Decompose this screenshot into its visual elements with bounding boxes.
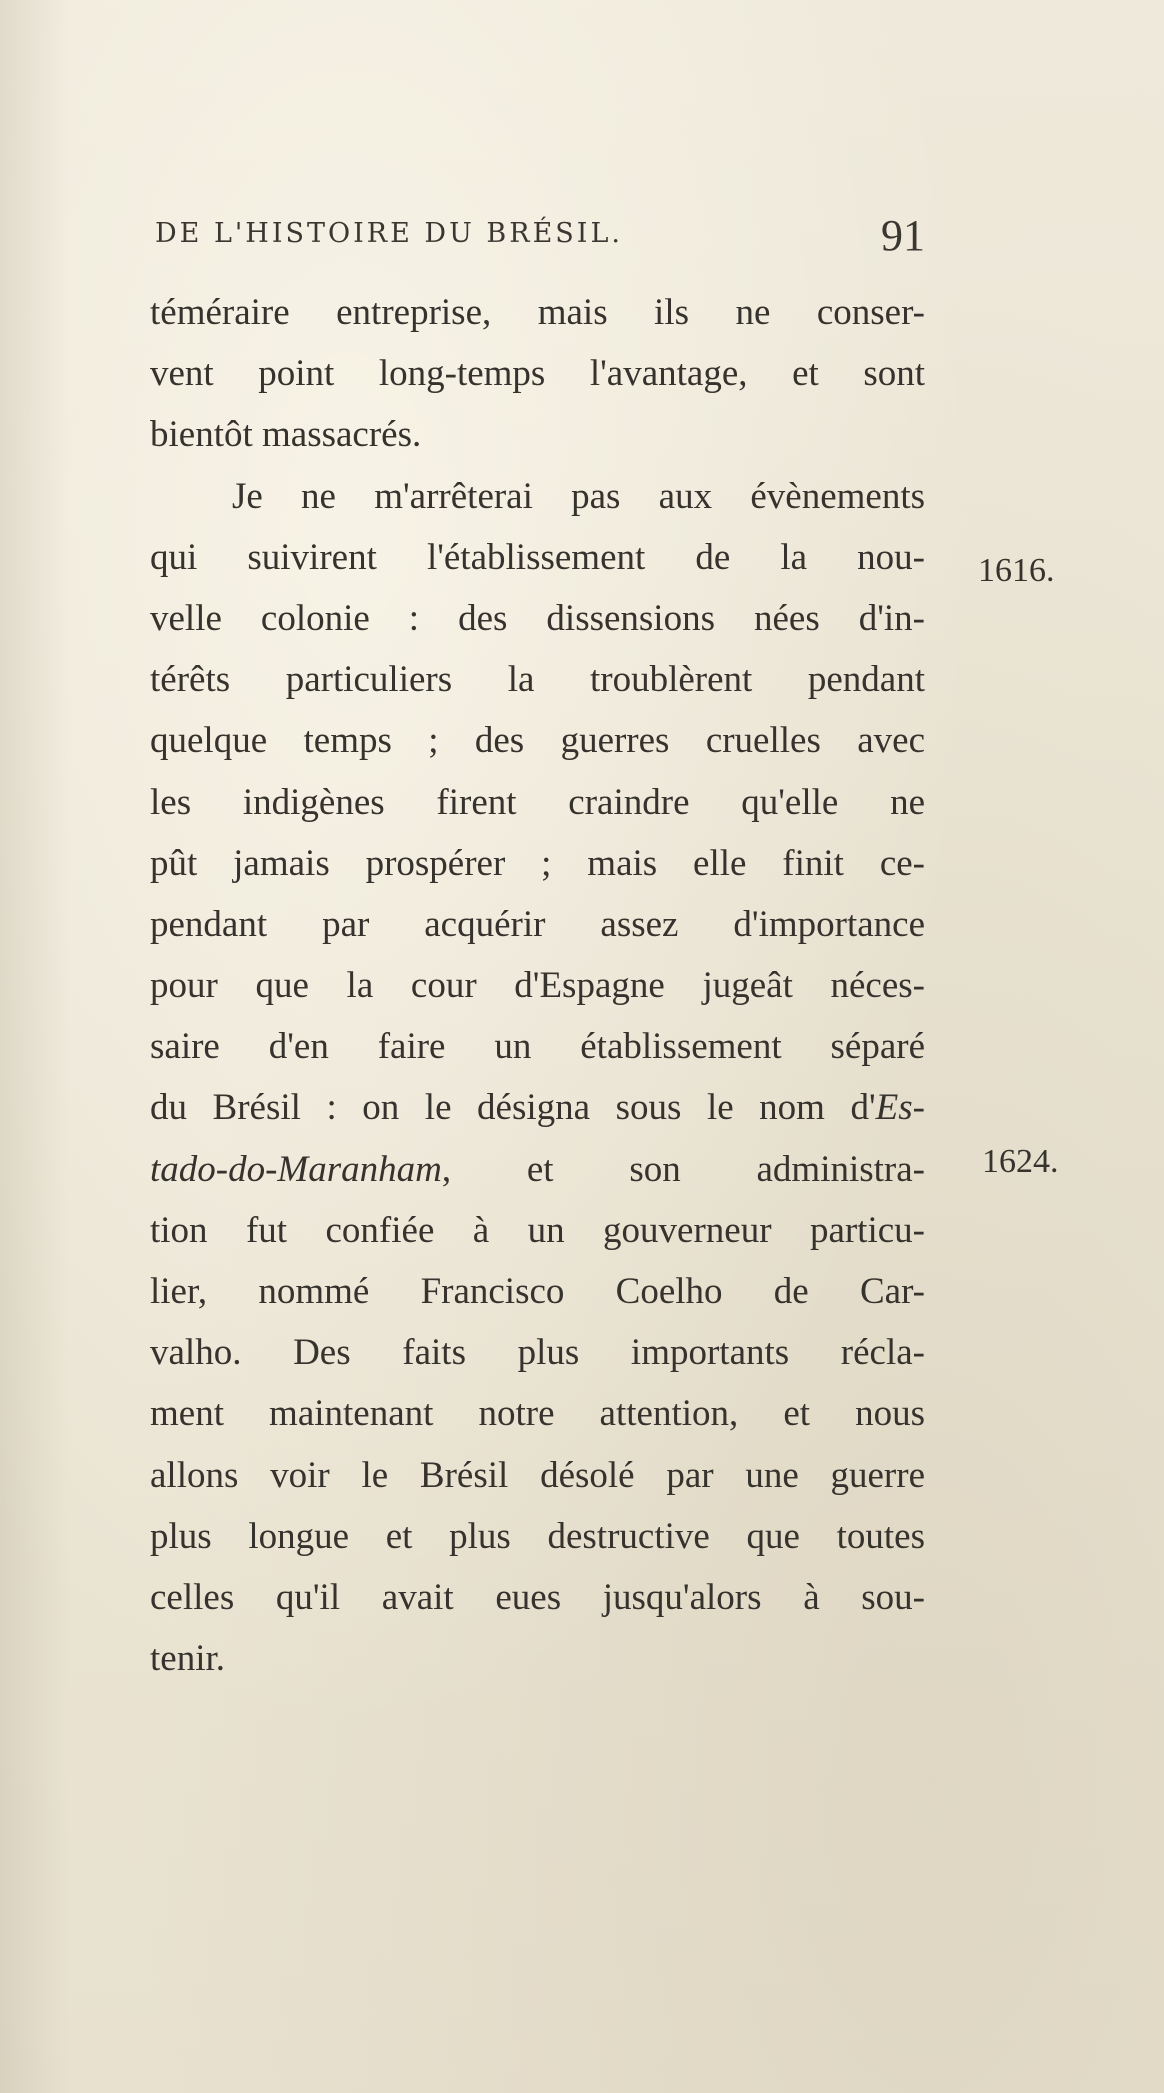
text-line: qui suivirent l'établissement de la nou-: [150, 536, 925, 578]
text-line: allons voir le Brésil désolé par une guerre: [150, 1454, 925, 1496]
text-line: valho. Des faits plus importants récla-: [150, 1332, 925, 1374]
italic-name-start: Es-: [875, 1087, 925, 1129]
text-line: téméraire entreprise, mais ils ne conser-: [150, 292, 925, 333]
line-segment: , et son administra-: [441, 1148, 925, 1190]
line-segment: du Brésil : on le désigna sous le nom d': [150, 1087, 876, 1129]
text-line-with-italic: [150, 1139, 925, 1200]
text-line: celles qu'il avait eues jusqu'alors à sou-: [150, 1576, 925, 1618]
text-line: velle colonie : des dissensions nées d'in-: [150, 597, 925, 639]
text-line: pendant par acquérir assez d'importance: [150, 903, 925, 945]
text-line: les indigènes firent craindre qu'elle ne: [150, 781, 925, 823]
text-line: bientôt massacrés.: [150, 414, 422, 456]
text-line: saire d'en faire un établissement séparé: [150, 1026, 925, 1068]
text-line: tion fut confiée à un gouverneur particu-: [150, 1209, 925, 1251]
text-line: plus longue et plus destructive que toutes: [150, 1515, 925, 1557]
paragraph-first-line: Je ne m'arrêterai pas aux évènements: [232, 475, 925, 517]
italic-name-end: tado-do-Maranham: [150, 1148, 442, 1190]
margin-year-note: 1624.: [982, 1143, 1059, 1180]
text-line: quelque temps ; des guerres cruelles avec: [150, 720, 925, 762]
text-line-with-italic: [150, 1077, 925, 1138]
page-number: 91: [881, 211, 925, 260]
margin-year-note: 1616.: [978, 552, 1055, 589]
running-head-title: DE L'HISTOIRE DU BRÉSIL.: [155, 218, 623, 249]
text-line: pour que la cour d'Espagne jugeât néces-: [150, 965, 925, 1007]
text-line: ment maintenant notre attention, et nous: [150, 1393, 925, 1435]
text-line: vent point long-temps l'avantage, et sont: [150, 353, 925, 395]
text-line: lier, nommé Francisco Coelho de Car-: [150, 1271, 925, 1312]
text-line: tenir.: [150, 1638, 226, 1680]
page-gutter-shadow: [0, 0, 70, 2093]
body-text: [150, 282, 925, 1689]
text-line: térêts particuliers la troublèrent pendant: [150, 659, 925, 701]
running-head: [155, 210, 925, 266]
text-line: pût jamais prospérer ; mais elle finit ce-: [150, 842, 925, 884]
